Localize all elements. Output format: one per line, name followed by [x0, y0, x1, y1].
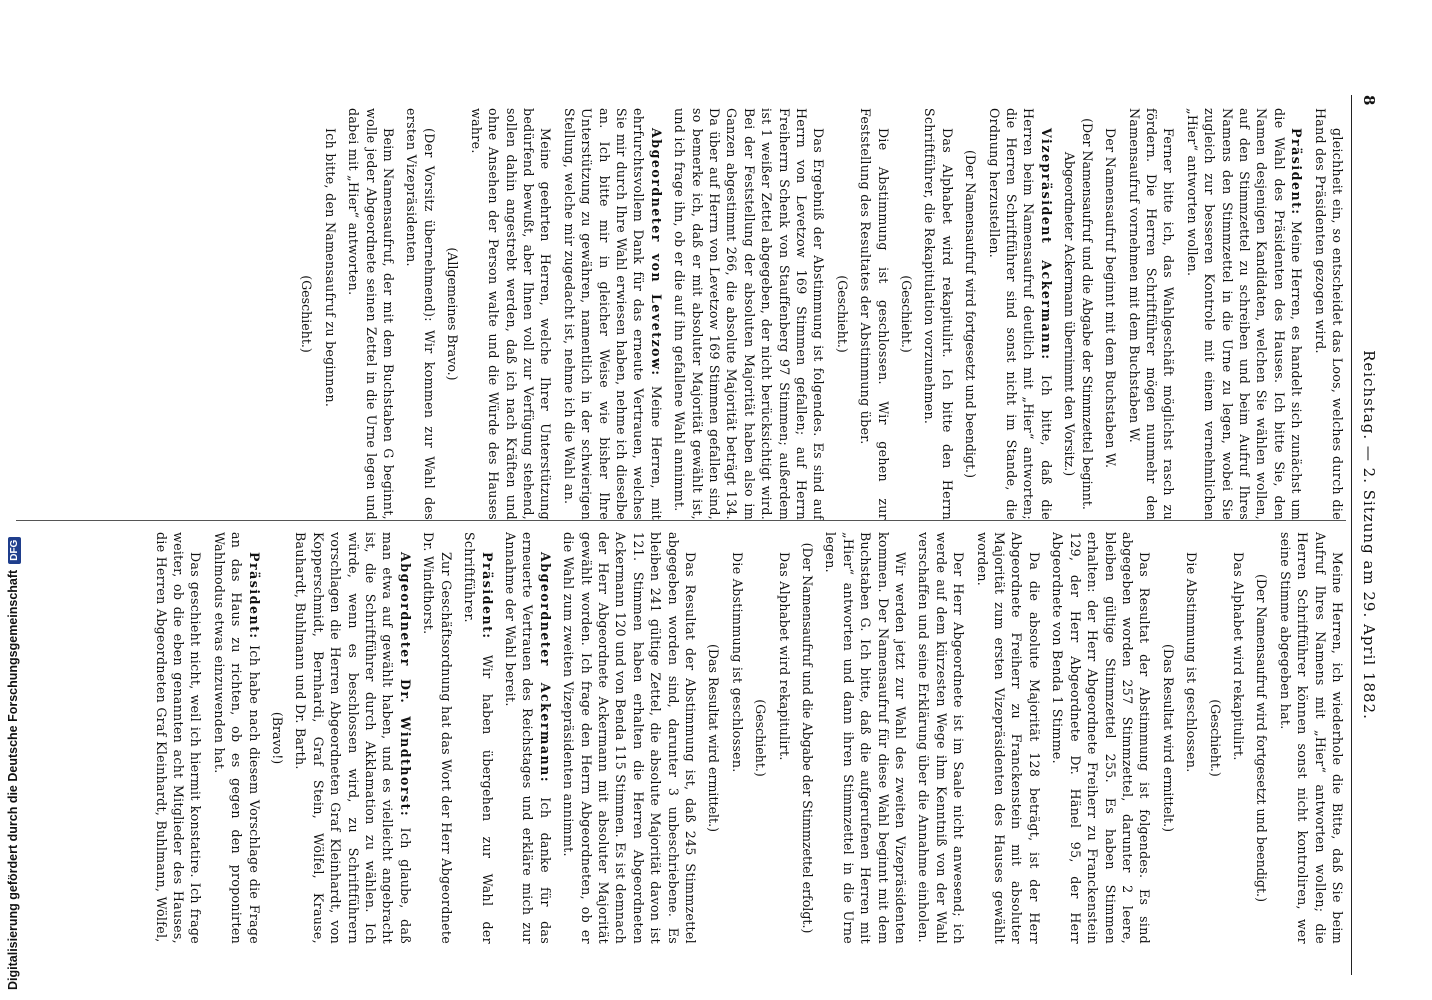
- paragraph-text: Wir haben übergehen zur Wahl der Schriftführer.: [462, 532, 495, 944]
- paragraph: [1183, 532, 1200, 944]
- paragraph-text: Das Alphabet wird rekapitulirt. Ich bitte den Herrn Schriftführer, die Rekapitulation vorzunehmen.: [922, 108, 955, 520]
- paragraph: [857, 108, 892, 520]
- left-column: [46, 108, 1346, 520]
- page-header: [1351, 95, 1392, 975]
- paragraph: [1125, 108, 1177, 520]
- speaker-name: Präsident:: [1289, 128, 1305, 216]
- paragraph: [560, 108, 664, 520]
- paragraph-text: Das Resultat der Abstimmung ist folgendes. Es sind abgegeben worden 257 Stimmzettel, darunter 2 leere, bleiben gültige Stimmzettel 255. Es haben Stimmen erhalten: der Herr Abgeordnete Freiherr zu Franckenstein 129, der Herr Abgeordnete Dr. Hänel 95, der Herr Abgeordnete von Benda 1 Stimme.: [1050, 532, 1153, 944]
- paragraph-text: Das geschieht nicht, weil ich hiermit konstatire. Ich frage weiter, ob die eben genannten acht Mitglieder des Hauses, die Herren Abgeordneten Graf Kleinhardt, Buhlmann, Wölfel,: [153, 532, 204, 944]
- paragraph-text: Ich bitte, den Namensaufruf zu beginnen.: [322, 128, 338, 408]
- page-number: 8: [1360, 95, 1378, 106]
- paragraph-text: Da die absolute Majorität 128 beträgt, ist der Herr Abgeordnete Freiherr zu Franckenstein mit absoluter Majorität zum ersten Vizepräsidenten des Hauses gewählt worden.: [974, 532, 1042, 944]
- paragraph: [502, 532, 554, 944]
- paragraph-text: Meine Herren, es handelt sich zunächst um die Wahl des Präsidenten des Hauses. Ich bitte Sie, den Namen desjenigen Kandidaten, welchen Sie wählen wollen, auf den Stimmzettel zu schreiben und beim Aufruf Ihres Namens den Stimmzettel in die Urne zu legen, wobei Sie zugleich zur besseren Kontrole mit einem vernehmlichen „Hier“ antworten wollen.: [1184, 108, 1305, 520]
- paragraph-text: Meine Herren, ich wiederhole die Bitte, daß Sie beim Aufruf Ihres Namens mit „Hier“ antworten wollen; die Herren Schriftführer können sonst nicht kontroliren, wer seine Stimme abgegeben hat.: [1277, 532, 1345, 944]
- paragraph-text: Die Abstimmung ist geschlossen.: [1184, 552, 1200, 773]
- speaker-name: Präsident:: [479, 552, 495, 640]
- paragraph: [292, 532, 414, 944]
- paragraph: [775, 532, 792, 944]
- paragraph: [210, 532, 262, 944]
- paragraph: [345, 108, 397, 520]
- paragraph-text: Ich habe nach diesem Vorschlage die Frage an das Haus zu richten, ob es gegen den proponirten Wahlmodus etwas einzuwenden hat.: [211, 532, 262, 944]
- stage-direction: [705, 532, 722, 944]
- paragraph: [985, 108, 1055, 520]
- paragraph-text: (Der Namensaufruf und die Abgabe der Stimmzettel erfolgt.): [800, 542, 816, 934]
- stage-direction: [1206, 532, 1223, 944]
- paragraph-text: Wir werden jetzt zur Wahl des zweiten Vizepräsidenten kommen. Der Namensaufruf für diese Wahl beginnt mit dem Buchstaben G. Ich bitte, daß die aufgerufenen Herren mit „Hier“ antworten und dann ihren Stimmzettel in die Urne legen.: [823, 532, 909, 944]
- paragraph: [461, 532, 496, 944]
- paragraph-text: (Der Namensaufruf wird fortgesetzt und beendigt.): [1254, 574, 1270, 902]
- paragraph-text: (Geschieht.): [753, 699, 769, 777]
- paragraph-text: Das Alphabet wird rekapitulirt.: [776, 552, 792, 761]
- paragraph: [728, 532, 745, 944]
- paragraph-text: Die Abstimmung ist geschlossen.: [729, 552, 745, 773]
- paragraph-text: Das Ergebniß der Abstimmung ist folgendes. Es sind auf Herrn von Levetzow 169 Stimmen gefallen; auf Herrn Freiherrn Schenk von Stauffenberg 97 Stimmen; außerdem ist 1 weißer Zettel abgegeben, der nicht berücksichtigt wird. Bei der Feststellung der absoluten Majorität haben also im Ganzen abgestimmt 266, die absolute Majorität beträgt 134. Da über auf Herrn von Levetzow 169 Stimmen gefallen sind, so bemerke ich, daß er mit absoluter Majorität gewählt ist, und ich frage ihn, ob er die auf ihn gefallene Wahl annimmt.: [672, 108, 827, 520]
- paragraph: [921, 108, 956, 520]
- paragraph-text: Das Alphabet wird rekapitulirt.: [1230, 552, 1246, 761]
- dfg-logo: DFG: [8, 537, 21, 564]
- paragraph-text: Das Resultat der Abstimmung ist, daß 245 Stimmzettel abgegeben worden sind, darunter 3 unbeschriebene. Es bleiben 241 gültige Zettel, die absolute Majorität davon ist 121. Stimmen haben erhalten die Herren Abgeordneten Ackermann 120 und von Benda 115 Stimmen. Es ist demnach der Herr Abgeordnete Ackermann mit absoluter Majorität gewählt worden. Ich frage den Herrn Abgeordneten, ob er die Wahl zum zweiten Vizepräsidenten annimmt.: [561, 532, 698, 944]
- paragraph-text: (Der Vorsitz übernehmend): Wir kommen zur Wahl des ersten Vizepräsidenten.: [404, 108, 437, 520]
- paragraph: [560, 532, 699, 944]
- paragraph: [973, 532, 1043, 944]
- running-head: Reichstag. — 2. Sitzung am 29. April 1882.: [1360, 350, 1378, 720]
- paragraph: [467, 108, 554, 520]
- stage-direction: [1061, 108, 1096, 520]
- speaker-name: Abgeordneter Dr. Windthorst:: [397, 552, 413, 818]
- paragraph-text: (Bravo!): [270, 711, 286, 765]
- right-column: [46, 532, 1346, 944]
- paragraph-text: (Geschieht.): [1207, 699, 1223, 777]
- paragraph-text: (Der Namensaufruf wird fortgesetzt und beendigt.): [963, 150, 979, 478]
- paragraph: [321, 108, 338, 520]
- paragraph-text: Ich glaube, daß man etwa auf gewählt haben, und es vielleicht angebracht ist, die Schriftführer durch Akklamation zu wählen. Ich würde, wenn es beschlossen wird, zu Schriftführern vorschlagen die Herren Abgeordneten Graf Kleinhardt, von Kopperschmidt, Bernhardi, Graf Stein, Wölfel, Krause, Bauhardt, Buhlmann und Dr. Barth.: [293, 532, 413, 944]
- speaker-name: Präsident:: [246, 552, 262, 640]
- paragraph-text: Beim Namensaufruf, der mit dem Buchstaben G beginnt, wolle jeder Abgeordnete seinen Zettel in die Urne legen und dabei mit „Hier“ antworten.: [346, 108, 397, 520]
- paragraph-text: Zur Geschäftsordnung hat das Wort der Herr Abgeordnete Dr. Windthorst.: [421, 532, 454, 944]
- paragraph: [1311, 108, 1346, 520]
- paragraph-text: (Geschieht.): [834, 275, 850, 353]
- stage-direction: [752, 532, 769, 944]
- paragraph: [420, 532, 455, 944]
- paragraph: [671, 108, 828, 520]
- paragraph: [822, 532, 909, 944]
- paragraph-text: (Der Namensaufruf und die Abgabe der Stimmzettel beginnt. Abgeordneter Ackermann übernimmt den Vorsitz.): [1062, 118, 1095, 510]
- credit-label: Digitalisierung gefördert durch die Deutsche Forschungsgemeinschaft: [6, 569, 20, 990]
- stage-direction: [1159, 532, 1176, 944]
- stage-direction: [269, 532, 286, 944]
- paragraph-text: (Geschieht.): [899, 275, 915, 353]
- paragraph: [1230, 532, 1247, 944]
- paragraph-text: Meine geehrten Herren, welche Ihrer Unterstützung bedürfend bewußt, aber Ihnen voll zur Verfügung stehend, sollen dahin angestrebt werden, daß ich nach Kräften und ohne Ansehen der Person walte und die Würde des Hauses wahre.: [468, 108, 554, 520]
- paragraph: [403, 108, 438, 520]
- paragraph-text: gleichheit ein, so entscheidet das Loos, welches durch die Hand des Präsidenten gezogen wird.: [1312, 108, 1345, 520]
- stage-direction: [298, 108, 315, 520]
- stage-direction: [799, 532, 816, 944]
- paragraph-text: Ich danke für das erneuerte Vertrauen des Reichstages und erkläre mich zur Annahme der Wahl bereit.: [502, 532, 553, 944]
- stage-direction: [962, 108, 979, 520]
- stage-direction: [898, 108, 915, 520]
- paragraph-text: Der Namensaufruf beginnt mit dem Buchstaben W.: [1103, 128, 1119, 469]
- paragraph-text: (Allgemeines Bravo.): [445, 247, 461, 381]
- speaker-name: Abgeordneter Ackermann:: [537, 552, 553, 783]
- stage-direction: [444, 108, 461, 520]
- column-divider: [16, 520, 1346, 521]
- paragraph: [1102, 108, 1119, 520]
- paragraph: [1183, 108, 1305, 520]
- paragraph-text: Ich bitte, daß die Herren beim Namensaufruf deutlich mit „Hier“ antworten; die Herren Schriftführer sind sonst nicht im Stande, die Ordnung herzustellen.: [986, 108, 1054, 520]
- stage-direction: [833, 108, 850, 520]
- paragraph: [1276, 532, 1346, 944]
- paragraph-text: Meine Herren, mit ehrfurchtsvollem Dank für das erneute Vertrauen, welches Sie mir durch Ihre Wahl erwiesen haben, nehme ich dieselbe an. Ich bitte mir in gleicher Weise wie bisher Ihre Unterstützung zu gewähren, namentlich in der schwierigen Stellung, welche mir zugedacht ist, nehme ich die Wahl an.: [561, 108, 664, 520]
- paragraph-text: Ferner bitte ich, das Wahlgeschäft möglichst rasch zu fördern. Die Herren Schriftführer mögen nunmehr den Namensaufruf vornehmen mit dem Buchstaben W.: [1126, 108, 1177, 520]
- speaker-name: Vizepräsident Ackermann:: [1038, 128, 1054, 361]
- paragraph-text: (Das Resultat wird ermittelt.): [706, 643, 722, 833]
- paragraph-text: Die Abstimmung ist geschlossen. Wir gehen zur Feststellung des Resultates der Abstimmung über.: [858, 108, 891, 520]
- paragraph: [915, 532, 967, 944]
- speaker-name: Abgeordneter von Levetzow:: [648, 128, 664, 377]
- paragraph: [152, 532, 204, 944]
- paragraph-text: Der Herr Abgeordnete ist im Saale nicht anwesend; ich werde auf dem kürzesten Wege ihm Kenntniß von der Wahl verschaffen und seine Erklärung über die Annahme einholen.: [916, 532, 967, 944]
- stage-direction: [1253, 532, 1270, 944]
- paragraph-text: (Das Resultat wird ermittelt.): [1160, 643, 1176, 833]
- paragraph: [1049, 532, 1153, 944]
- paragraph-text: (Geschieht.): [299, 275, 315, 353]
